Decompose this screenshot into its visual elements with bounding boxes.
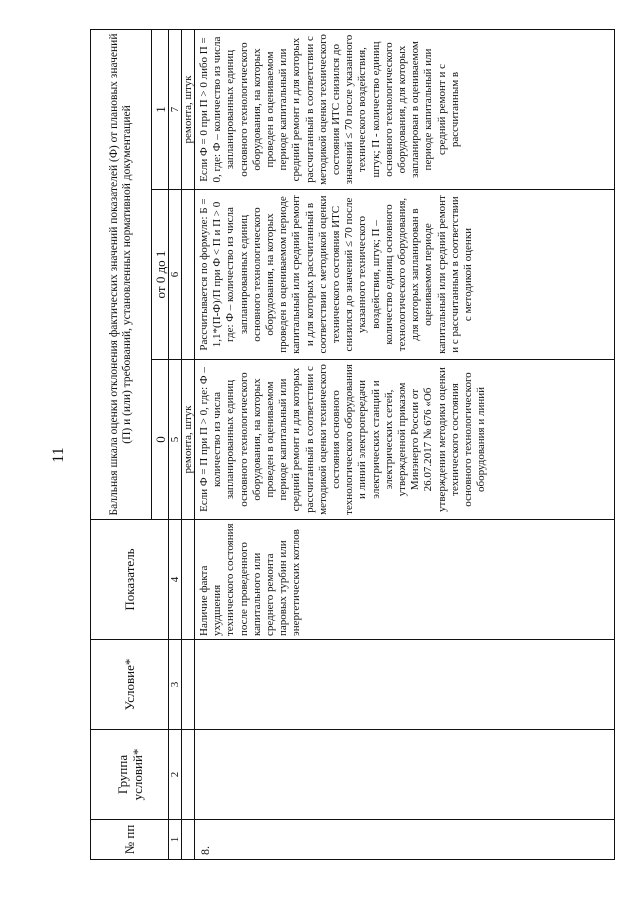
evaluation-table bbox=[90, 29, 615, 860]
column-number: 7 bbox=[169, 30, 182, 190]
row-score-0: Если Ф = П при П > 0, где: Ф – количество из числа запланированных единиц основного технологического оборудования, на которых проведен в оцениваемом периоде капитальный или средний ремонт и для которых рассчитанный в соответствии с методикой оценки технического состояния основного технологического оборудования и линий электропередачи электрических станций и электрических сетей, утвержденной приказом Минэнерго России от 26.07.2017 № 676 «Об утверждении методики оценки технического состояния основного технологического оборудования и линий bbox=[195, 360, 615, 520]
column-number: 1 bbox=[169, 820, 182, 860]
header-group: Группа условий* bbox=[91, 730, 169, 820]
header-indicator: Показатель bbox=[91, 520, 169, 640]
row-indicator: Наличие факта ухудшения технического состояния после проведенного капитального или среднего ремонта паровых турбин или энергетических котлов bbox=[195, 520, 615, 640]
page-number: 11 bbox=[50, 447, 67, 463]
header-score-0: 0 bbox=[152, 360, 169, 520]
numbering-row bbox=[169, 30, 182, 860]
column-number: 2 bbox=[169, 730, 182, 820]
table-row bbox=[195, 30, 615, 860]
row-score-1: Если Ф = 0 при П > 0 либо П = 0, где: Ф – количество из числа запланированных единиц основного технологического оборудования, на которых проведен в оцениваемом периоде капитальный или средний ремонт и для которых рассчитанный в соответствии с методикой оценки технического состояния ИТС снизился до значений ≤ 70 после указанного технического воздействия, штук; П - количество единиц основного технологического оборудования, для которых запланирован в оцениваемом периоде капитальный или средний ремонт и с рассчитанным в bbox=[195, 30, 615, 190]
header-row bbox=[91, 30, 152, 860]
unit-score-1: ремонта, штук bbox=[182, 30, 195, 190]
column-number: 6 bbox=[169, 190, 182, 360]
row-score-range: Рассчитывается по формуле: Б = 1,1*(П-Ф)/П при Ф < П и П > 0 где: Ф – количество из числа запланированных единиц основного технологического оборудования, на которых проведен в оцениваемом периоде капитальный или средний ремонт и для которых рассчитанный в соответствии с методикой оценки технического состояния ИТС снизился до значений ≤ 70 после указанного технического воздействия, штук; П – количество единиц основного технологического оборудования, для которых запланирован в оцениваемом периоде капитальный или средний ремонт и с рассчитанным в соответствии с методикой оценки bbox=[195, 190, 615, 360]
header-score-range: от 0 до 1 bbox=[152, 190, 169, 360]
unit-row bbox=[182, 30, 195, 860]
row-condition bbox=[195, 640, 615, 730]
header-number: № пп bbox=[91, 820, 169, 860]
row-group bbox=[195, 730, 615, 820]
column-number: 3 bbox=[169, 640, 182, 730]
column-number: 4 bbox=[169, 520, 182, 640]
rotated-table-container bbox=[90, 30, 630, 860]
header-condition: Условие* bbox=[91, 640, 169, 730]
unit-score-0: ремонта, штук bbox=[182, 360, 195, 520]
header-scale-title: Балльная шкала оценки отклонения фактических значений показателей (Ф) от плановых значений (П) и (или) требований, установленных нормативной документацией bbox=[91, 30, 152, 520]
header-score-1: 1 bbox=[152, 30, 169, 190]
row-number: 8. bbox=[195, 820, 615, 860]
column-number: 5 bbox=[169, 360, 182, 520]
